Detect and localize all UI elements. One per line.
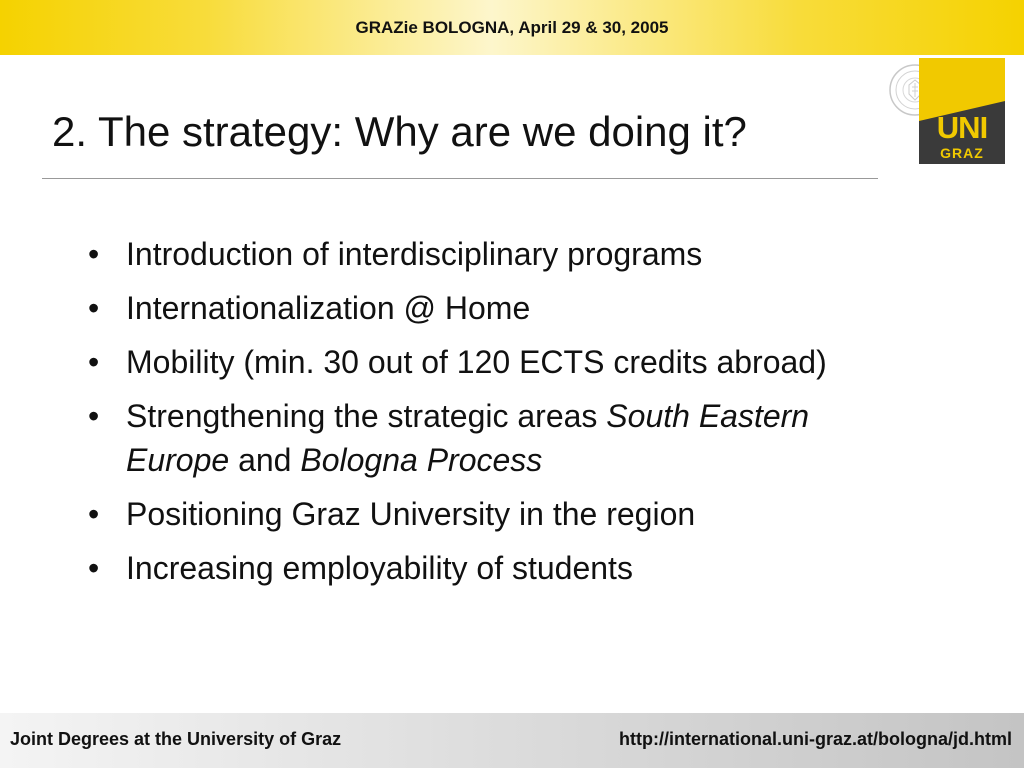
footer-bar — [0, 713, 1024, 768]
bullet-item — [86, 232, 866, 276]
logo-uni-text: UNI — [936, 110, 988, 145]
bullet-dot: • — [88, 550, 100, 586]
top-banner — [0, 0, 1024, 55]
bullet-item — [86, 492, 866, 536]
bullet-text-conjunction: and — [229, 442, 301, 478]
logo-graz-text: GRAZ — [940, 145, 984, 161]
footer-title: Joint Degrees at the University of Graz — [10, 729, 342, 749]
bullet-text: Positioning Graz University in the region — [126, 496, 696, 532]
bullet-dot: • — [88, 398, 100, 434]
bullet-emphasis-south-eastern-europe: South Eastern Europe — [126, 398, 810, 478]
bullet-text: Increasing employability of students — [126, 550, 633, 586]
bullet-item — [86, 394, 866, 482]
bullet-item — [86, 546, 866, 590]
bullet-list — [86, 232, 866, 600]
bullet-text: Internationalization @ Home — [126, 290, 531, 326]
bullet-dot: • — [88, 496, 100, 532]
slide-title: 2. The strategy: Why are we doing it? — [52, 108, 747, 155]
bullet-dot: • — [88, 290, 100, 326]
uni-graz-logo — [919, 58, 1005, 164]
footer-url: http://international.uni-graz.at/bologna/jd.html — [619, 729, 1012, 749]
bullet-text: Mobility (min. 30 out of 120 ECTS credits abroad) — [126, 344, 827, 380]
bullet-item — [86, 286, 866, 330]
bullet-text-prefix: Strengthening the strategic areas — [126, 398, 607, 434]
bullet-dot: • — [88, 236, 100, 272]
bullet-emphasis-bologna-process: Bologna Process — [300, 442, 543, 478]
bullet-item — [86, 340, 866, 384]
title-divider — [42, 178, 878, 179]
bullet-dot: • — [88, 344, 100, 380]
bullet-text: Introduction of interdisciplinary programs — [126, 236, 703, 272]
banner-text: GRAZie BOLOGNA, April 29 & 30, 2005 — [355, 18, 669, 37]
